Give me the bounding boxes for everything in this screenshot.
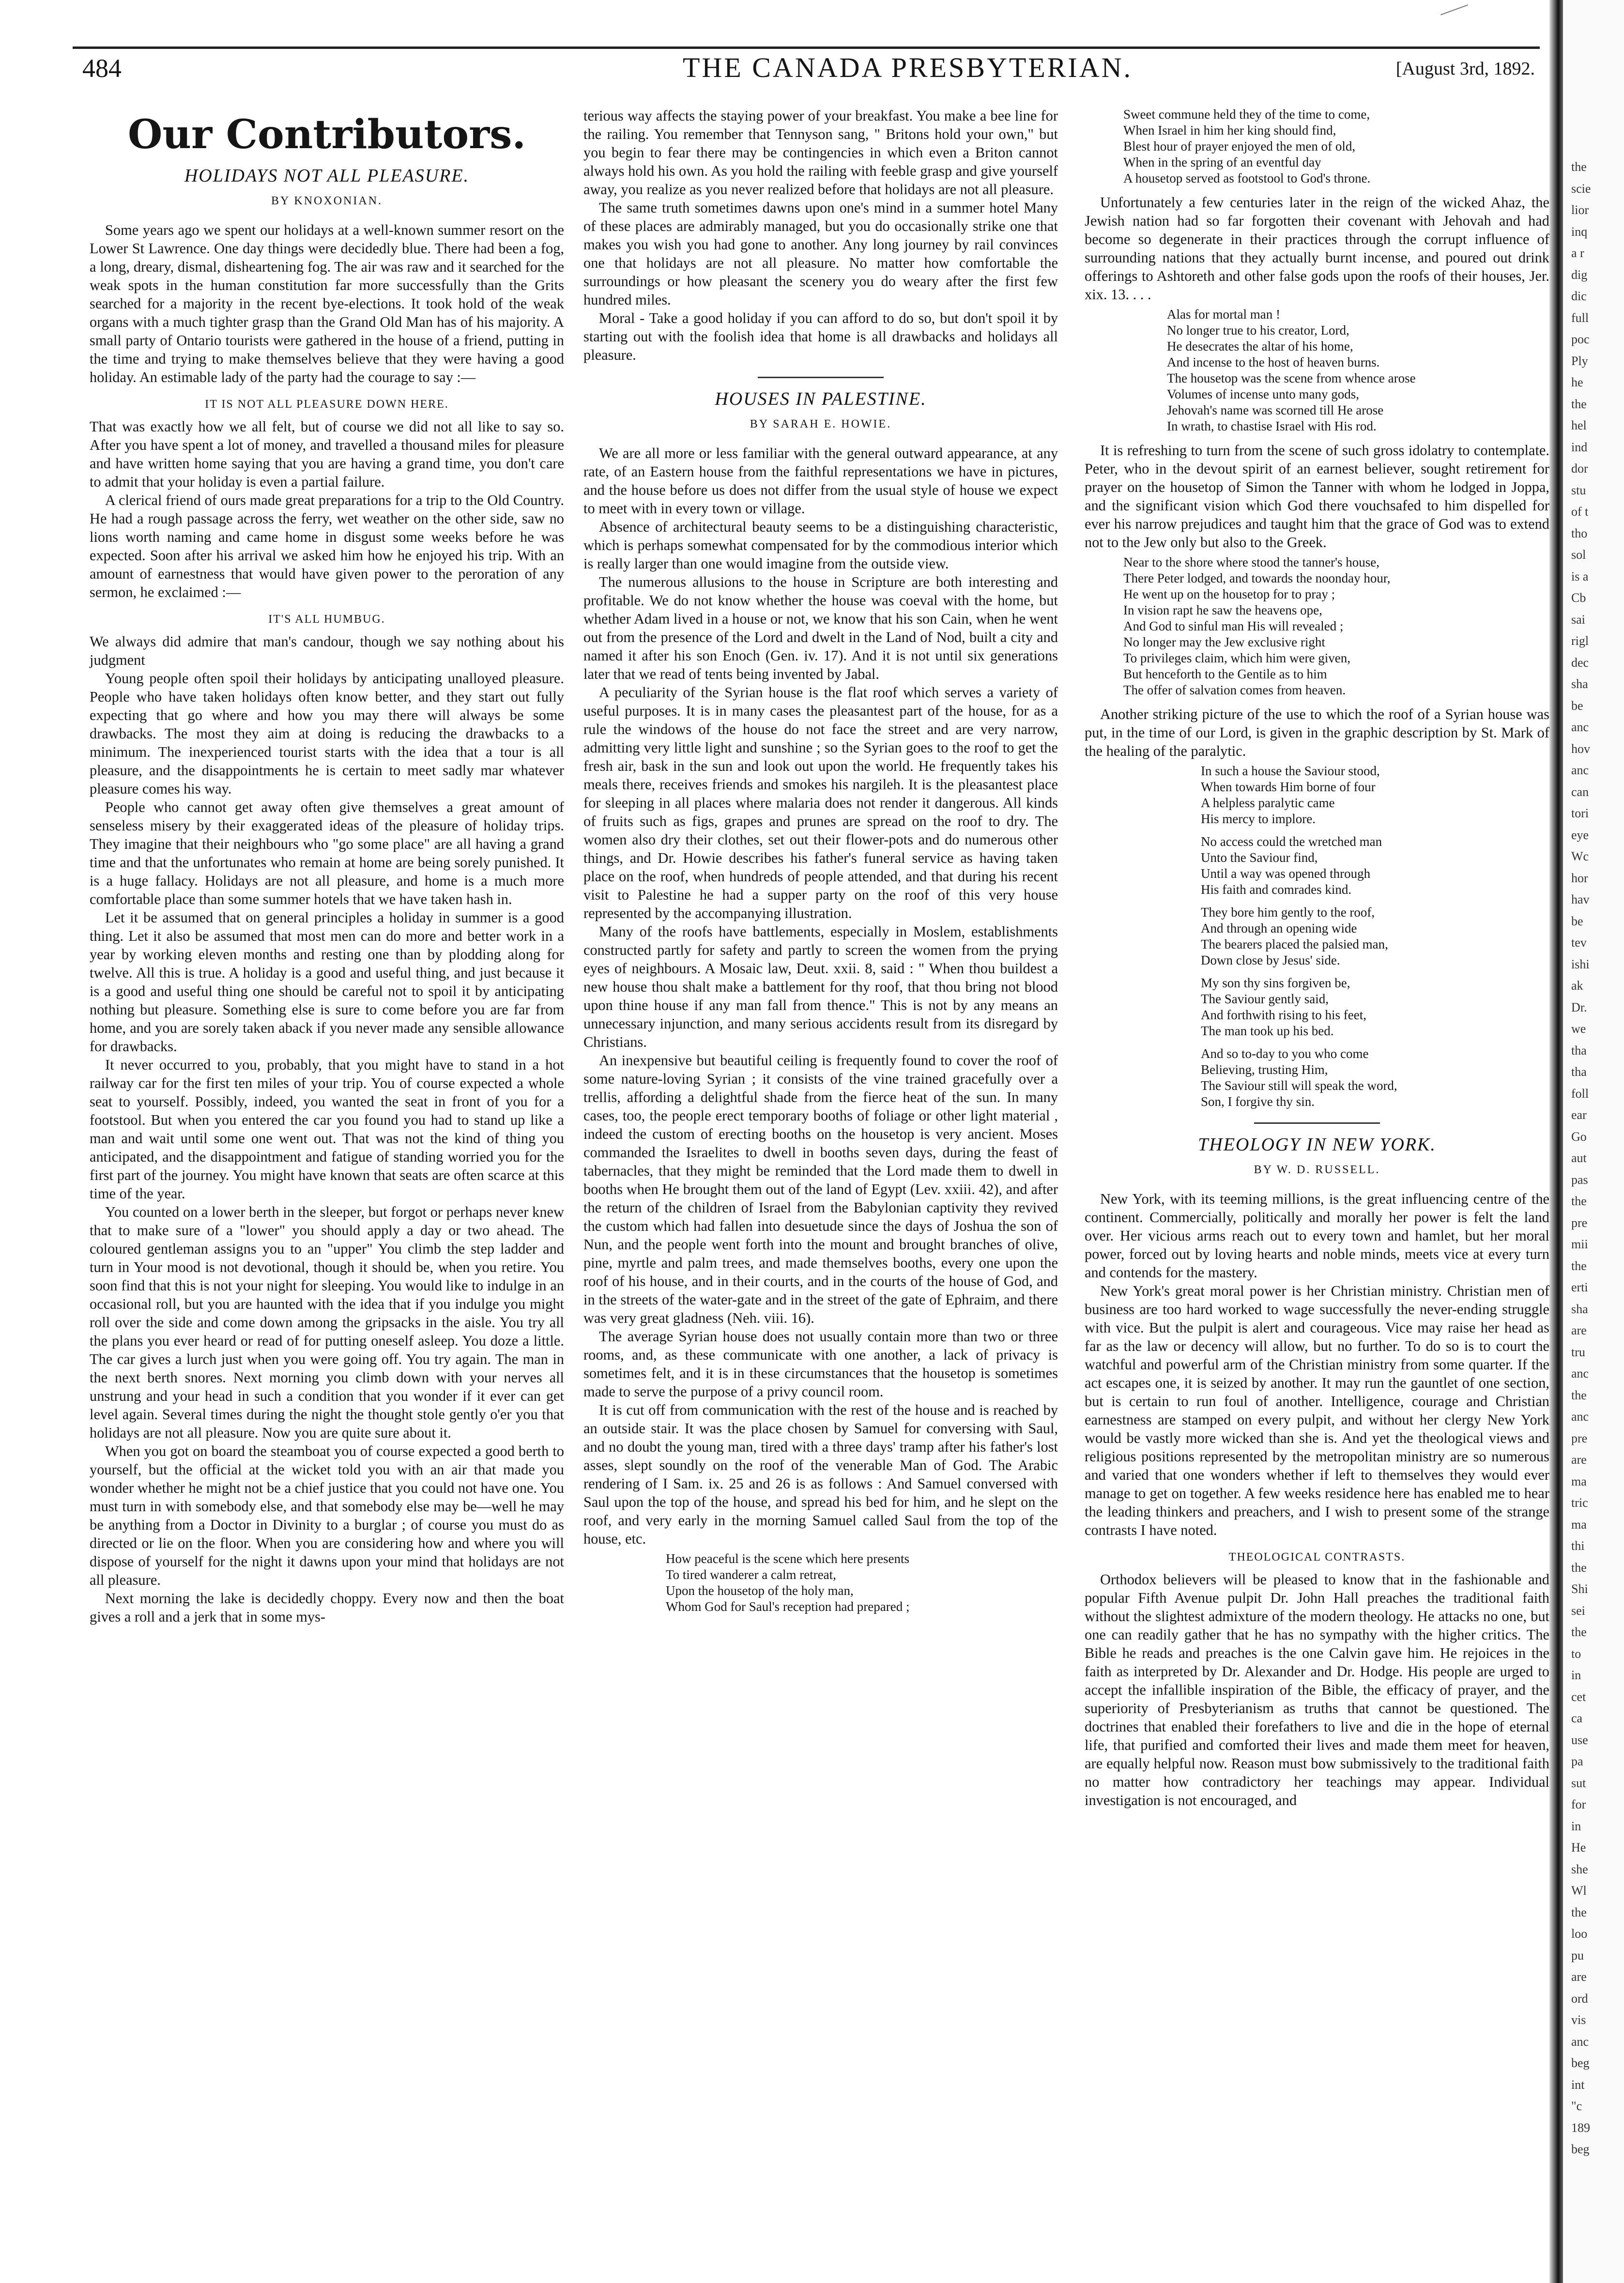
margin-fragment: mii xyxy=(1571,1237,1588,1251)
verse-line: No longer may the Jew exclusive right xyxy=(1123,635,1325,649)
verse-line: Blest hour of prayer enjoyed the men of old, xyxy=(1123,139,1356,153)
margin-fragment: anc xyxy=(1571,720,1589,734)
paragraph: Some years ago we spent our holidays at a well-known summer resort on the Lower St Lawrence. One day things were decidedly blue. There had been a fog, a long, dreary, dismal, disheartening fog. The air was raw and it searched for the weak spots in the human constitution far more successfully than the Grits searched for a majority in the recent bye-elections. It took hold of the weak organs with a much tighter grasp than the Grand Old Man has of his majority. A small party of Ontario tourists were gathered in the house of a friend, putting in the time and trying to make themselves believe that they were having a good holiday. An estimable lady of the party had the courage to say :— xyxy=(90,222,564,385)
paragraph: Young people often spoil their holidays by anticipating unalloyed pleasure. People who have taken holidays often know better, and they start out fully expecting that go where and how you may there will always be some drawbacks. The most they aim at doing is reducing the drawbacks to a minimum. The inexperienced tourist starts with the idea that a tour is all pleasure, and the disappointments he is certain to meet sadly mar whatever pleasure comes his way. xyxy=(90,670,564,797)
margin-fragment: scie xyxy=(1571,181,1591,196)
margin-fragment: foll xyxy=(1571,1086,1589,1101)
section-subhead: THEOLOGICAL CONTRASTS. xyxy=(1228,1551,1406,1563)
paragraph: Absence of architectural beauty seems to be a distinguishing characteristic, which is perhaps somewhat compensated for by the commodious interior which is really larger than one would imagine from the outside view. xyxy=(583,519,1058,572)
margin-fragment: tori xyxy=(1571,806,1589,820)
paragraph: People who cannot get away often give themselves a great amount of senseless misery by their exaggerated ideas of the pleasure of holiday trips. They imagine that their neighbours who "go some place" are all having a grand time and that the unfortunates who remain at home are being sorely punished. It is a huge fallacy. Holidays are not all pleasure, and home is a much more comfortable place than some summer hotels that we have taken hash in. xyxy=(90,799,564,907)
verse-line: A helpless paralytic came xyxy=(1201,796,1335,810)
byline-knoxonian: BY KNOXONIAN. xyxy=(271,195,383,207)
margin-fragment: int xyxy=(1571,2077,1585,2092)
section-banner: Our Contributors. xyxy=(127,111,526,158)
margin-fragment: a r xyxy=(1571,246,1584,260)
margin-fragment: Dr. xyxy=(1571,1000,1587,1014)
margin-fragment: the xyxy=(1571,1194,1587,1208)
margin-fragment: inq xyxy=(1571,224,1588,239)
margin-fragment: are xyxy=(1571,1970,1587,1984)
margin-fragment: can xyxy=(1571,784,1589,799)
margin-fragment: sai xyxy=(1571,612,1585,627)
margin-fragment: the xyxy=(1571,1258,1587,1273)
margin-fragment: be xyxy=(1571,698,1583,713)
margin-fragment: poc xyxy=(1571,332,1590,346)
margin-fragment: for xyxy=(1571,1797,1586,1811)
margin-fragment: full xyxy=(1571,310,1589,325)
paragraph: That was exactly how we all felt, but of course we did not all like to say so. After you have spent a lot of money, and travelled a thousand miles for pleasure and have written home saying that you are having a grand time, you don't care to admit that your holiday is even a partial failure. xyxy=(90,418,564,490)
verse-line: He desecrates the altar of his home, xyxy=(1167,339,1353,353)
margin-fragment: erti xyxy=(1571,1280,1588,1294)
margin-fragment: tev xyxy=(1571,935,1587,950)
margin-fragment: sut xyxy=(1571,1776,1586,1790)
margin-fragment: he xyxy=(1571,375,1583,389)
margin-fragment: tric xyxy=(1571,1496,1588,1510)
verse-line: When Israel in him her king should find, xyxy=(1123,123,1336,138)
newspaper-title: THE CANADA PRESBYTERIAN. xyxy=(683,52,1133,83)
margin-fragment: anc xyxy=(1571,1410,1589,1424)
verse-line: His faith and comrades kind. xyxy=(1201,882,1352,897)
margin-fragment: sei xyxy=(1571,1603,1585,1618)
quote-subhead: IT IS NOT ALL PLEASURE DOWN HERE. xyxy=(205,398,449,411)
margin-fragment: sha xyxy=(1571,1302,1588,1316)
margin-fragment: lior xyxy=(1571,203,1589,217)
verse-line: But henceforth to the Gentile as to him xyxy=(1123,667,1327,681)
verse-line: Son, I forgive thy sin. xyxy=(1201,1094,1315,1109)
margin-fragment: cet xyxy=(1571,1689,1586,1704)
margin-fragment: ear xyxy=(1571,1108,1587,1122)
margin-fragment: 189 xyxy=(1571,2120,1590,2135)
margin-fragment: dec xyxy=(1571,655,1589,670)
verse-line: In such a house the Saviour stood, xyxy=(1201,764,1380,778)
margin-fragment: hov xyxy=(1571,741,1590,756)
margin-fragment: tho xyxy=(1571,526,1588,540)
margin-fragment: sol xyxy=(1571,548,1586,562)
issue-date: [August 3rd, 1892. xyxy=(1395,59,1535,79)
verse-line: Unto the Saviour find, xyxy=(1201,850,1318,865)
verse-line: The housetop was the scene from whence arose xyxy=(1167,371,1416,385)
verse-line xyxy=(1201,1039,1549,1046)
page-header xyxy=(73,53,1535,87)
margin-fragment: Cb xyxy=(1571,591,1586,605)
margin-fragment: the xyxy=(1571,1388,1587,1402)
column-2 xyxy=(583,107,1058,1622)
verse-line: And through an opening wide xyxy=(1201,921,1357,935)
verse-line: No access could the wretched man xyxy=(1201,834,1382,849)
paragraph: When you got on board the steamboat you of course expected a good berth to yourself, but the official at the wicket told you with an air that made you wonder whether he might not be a chief justice that you could not have one. You must turn in with somebody else, and that somebody else may be—well he may be anything from a Doctor in Divinity to a burglar ; of course you must do as directed or lie on the floor. When you are considering how and where you will dispose of yourself for the night it dawns upon your mind that holidays are not all pleasure. xyxy=(90,1443,564,1588)
margin-fragment: the xyxy=(1571,1625,1587,1639)
verse-line: To privileges claim, which him were given, xyxy=(1123,651,1350,665)
verse-line: To tired wanderer a calm retreat, xyxy=(666,1567,836,1582)
margin-fragment: the xyxy=(1571,1905,1587,1919)
verse-line: No longer true to his creator, Lord, xyxy=(1167,323,1349,337)
margin-fragment: rigl xyxy=(1571,634,1589,648)
margin-fragment: pre xyxy=(1571,1215,1588,1230)
paragraph: The same truth sometimes dawns upon one's mind in a summer hotel Many of these places are admirably managed, but you do occasionally strike one that makes you wish you had gone to another. Any long journey by rail convinces one that holidays are not all pleasure. No matter how comfortable the surroundings or how pleasant the scenery you do weary after the first few hundred miles. xyxy=(583,199,1058,308)
margin-fragment: the xyxy=(1571,397,1587,411)
margin-fragment: beg xyxy=(1571,2056,1590,2070)
verse-line: The Saviour gently said, xyxy=(1201,992,1329,1006)
margin-fragment: aut xyxy=(1571,1151,1587,1165)
margin-fragment: dic xyxy=(1571,289,1587,303)
verse-line: Down close by Jesus' side. xyxy=(1201,953,1340,967)
margin-fragment: ma xyxy=(1571,1517,1587,1532)
margin-fragment: in xyxy=(1571,1819,1581,1833)
poem-stanza xyxy=(1085,107,1549,186)
paragraph: Many of the roofs have battlements, especially in Moslem, establishments constructed partly for safety and partly to screen the women from the prying eyes of neighbours. A Mosaic law, Deut. xxii. 8, said : " When thou buildest a new house thou shalt make a battlement for thy roof, that thou bring not blood upon thine house if any man fall from thence." This is not by any means an unnecessary injunction, and many serious accidents result from its disregard by Christians. xyxy=(583,923,1058,1050)
margin-fragment: loo xyxy=(1571,1927,1588,1941)
verse-line: How peaceful is the scene which here presents xyxy=(666,1551,910,1566)
margin-fragment: ak xyxy=(1571,979,1583,993)
paragraph: It is cut off from communication with the rest of the house and is reached by an outside stair. It was the place chosen by Samuel for conversing with Saul, and no doubt the young man, tired with a three days' tramp after his father's lost asses, slept soundly on the roof of the venerable Man of God. The Arabic rendering of I Sam. ix. 25 and 26 is as follows : And Samuel conversed with Saul upon the top of the house, and spread his bed for him, and he slept on the roof, and very early in the morning Samuel called Saul from the top of the house, etc. xyxy=(583,1402,1058,1547)
paragraph: A peculiarity of the Syrian house is the flat roof which serves a variety of useful purposes. It is in many cases the pleasantest part of the house, for as a rule the windows of the house do not face the street and are very narrow, admitting very little light and sunshine ; so the Syrian goes to the roof to get the fresh air, bask in the sun and look out upon the world. He frequently takes his meals there, receives friends and smokes his nargileh. It is the pleasantest place for sleeping in all places where malaria does not render it dangerous. All kinds of fruits such as figs, grapes and prunes are spread on the roof to dry. The women also dry their clothes, set out their flower-pots and do numerous other things, and Dr. Howie describes his father's funeral service as having taken place on the roof, when hundreds of people attended, and that during his recent visit to Palestine he had a supper party on the roof of this very house represented by the accompanying illustration. xyxy=(583,684,1058,921)
verse-line: And forthwith rising to his feet, xyxy=(1201,1008,1366,1022)
margin-fragment: of t xyxy=(1571,505,1589,519)
paragraph: terious way affects the staying power of your breakfast. You make a bee line for the railing. You remember that Tennyson sang, " Britons hold your own," but you begin to fear there may be contingencies in which even a Briton cannot always hold his own. As you hold the railing with feeble grasp and give yourself away, you realize as you never realized before that holidays are not all pleasure. xyxy=(583,107,1058,198)
verse-line: Believing, trusting Him, xyxy=(1201,1062,1328,1077)
poem-stanza xyxy=(1085,554,1549,698)
verse-line: Whom God for Saul's reception had prepared ; xyxy=(666,1599,910,1614)
verse-line: And incense to the host of heaven burns. xyxy=(1167,355,1380,369)
margin-fragment: dor xyxy=(1571,461,1588,475)
page-number: 484 xyxy=(82,54,122,83)
margin-fragment: ma xyxy=(1571,1474,1587,1488)
margin-fragment: ind xyxy=(1571,440,1588,454)
verse-line xyxy=(1201,898,1549,904)
verse-line: Jehovah's name was scorned till He arose xyxy=(1167,403,1384,417)
paragraph: Let it be assumed that on general principles a holiday in summer is a good thing. Let it also be assumed that most men can do more and better work in a year by working eleven months and resting one than by plodding along for twelve. All this is true. A holiday is a good and useful thing, and just because it is a good and useful thing one should be careful not to spoil it by anticipating nothing but pleasure. Something else is sure to come before you are far from home, and you are sorely taken aback if you never made any sensible allowance for drawbacks. xyxy=(90,909,564,1055)
margin-fragment: eye xyxy=(1571,827,1589,842)
margin-fragment: "c xyxy=(1571,2099,1582,2113)
verse-line: The offer of salvation comes from heaven. xyxy=(1123,683,1346,697)
margin-fragment: she xyxy=(1571,1862,1588,1876)
verse-line: When towards Him borne of four xyxy=(1201,780,1376,794)
margin-fragment: thi xyxy=(1571,1539,1585,1553)
margin-fragment: ishi xyxy=(1571,957,1590,971)
header-rule xyxy=(73,46,1540,49)
verse-line: A housetop served as footstool to God's throne. xyxy=(1123,171,1371,185)
article-title-holidays: HOLIDAYS NOT ALL PLEASURE. xyxy=(184,166,470,186)
margin-fragment: in xyxy=(1571,1668,1581,1682)
verse-line: Upon the housetop of the holy man, xyxy=(666,1583,854,1598)
article-title-theology: THEOLOGY IN NEW YORK. xyxy=(1198,1134,1436,1155)
verse-line: And God to sinful man His will revealed ; xyxy=(1123,619,1344,633)
byline-howie: BY SARAH E. HOWIE. xyxy=(750,418,892,430)
verse-line: Near to the shore where stood the tanner's house, xyxy=(1123,555,1379,569)
margin-fragment: hav xyxy=(1571,892,1590,906)
column-3 xyxy=(1085,107,1549,1809)
paragraph: A clerical friend of ours made great preparations for a trip to the Old Country. He had a rough passage across the ferry, wet weather on the other side, saw no lions worth naming and came home in disgust some weeks before he was expected. Soon after his arrival we asked him how he enjoyed his trip. With an amount of earnestness that would have given power to the peroration of any sermon, he exclaimed :— xyxy=(90,492,564,600)
column-1 xyxy=(90,107,564,1626)
margin-fragment: stu xyxy=(1571,483,1586,497)
verse-line: His mercy to implore. xyxy=(1201,812,1316,826)
margin-fragment: pas xyxy=(1571,1172,1588,1187)
paragraph: An inexpensive but beautiful ceiling is frequently found to cover the roof of some nature-loving Syrian ; it consists of the vine trained gracefully over a trellis, affording a delightful shade from the fierce heat of the sun. In many cases, too, the people erect temporary booths of foliage or other light material , indeed the custom of erecting booths on the housetop is very ancient. Moses commanded the Israelites to dwell in booths seven days, during the feast of tabernacles, that they might be reminded that the Lord made them to dwell in booths when He brought them out of the land of Egypt (Lev. xxiii. 42), and after the return of the children of Israel from the Babylonian captivity they revived the custom which had fallen into desuetude since the days of Joshua the son of Nun, and the people went forth into the mount and brought branches of olive, pine, myrtle and palm trees, and made themselves booths, every one upon the roof of his house, and in their courts, and in the courts of the house of God, and in the streets of the water-gate and in the street of the gate of Ephraim, and there was very great gladness (Neh. viii. 16). xyxy=(583,1052,1058,1326)
margin-fragment: Shi xyxy=(1571,1582,1588,1596)
article-divider xyxy=(758,377,884,378)
verse-line: In vision rapt he saw the heavens ope, xyxy=(1123,603,1322,617)
margin-fragment: dig xyxy=(1571,267,1588,282)
margin-fragment: anc xyxy=(1571,763,1589,777)
margin-fragment: tru xyxy=(1571,1345,1585,1359)
paragraph: You counted on a lower berth in the sleeper, but forgot or perhaps never knew that to make sure of a "lower" you should apply a day or two ahead. The coloured gentleman assigns you to an "upper" You climb the step ladder and turn in Your mood is not devotional, though it should be, when you retire. You soon find that this is not your night for sleeping. You would like to indulge in an occasional roll, but you are haunted with the idea that if you indulge you might roll over the side and come down among the gripsacks in the aisle. You try all the plans you ever heard or read of for putting oneself asleep. You doze a little. The car gives a lurch just when you were going off. You try again. The man in the next berth snores. Next morning you climb down with your nerves all unstrung and your head in such a condition that you wonder if it ever can get level again. Several times during the night the thought stole gently o'er you that holidays are not all pleasure. Now you are quite sure about it. xyxy=(90,1204,564,1441)
verse-line: The Saviour still will speak the word, xyxy=(1201,1078,1397,1093)
verse-line: Volumes of incense unto many gods, xyxy=(1167,387,1359,401)
margin-fragment: pre xyxy=(1571,1431,1588,1445)
margin-fragment: is a xyxy=(1571,569,1589,583)
margin-fragment: the xyxy=(1571,1560,1587,1575)
ink-scratch xyxy=(1437,0,1468,15)
paragraph: It never occurred to you, probably, that you might have to stand in a hot railway car for the first ten miles of your trip. You of course expected a whole seat to yourself. Possibly, indeed, you wanted the seat in front of you for a footstool. But when you entered the car you found you had to stand up like a man and wait until some one went out. That was not the kind of thing you anticipated, and the disappointment and fatigue of standing worried you for the first part of the journey. You might have known that seats are often scarce at this time of the year. xyxy=(90,1057,564,1202)
paragraph: Orthodox believers will be pleased to know that in the fashionable and popular Fifth Avenue pulpit Dr. John Hall preaches the traditional faith without the slightest admixture of the modern theology. He attacks no one, but one can readily gather that he has no sympathy with the higher critics. The Bible he reads and preaches is the one Calvin gave him. He rejoices in the faith as interpreted by Dr. Alexander and Dr. Hodge. His people are urged to accept the infallible inspiration of the Bible, the efficacy of prayer, and the superiority of Presbyterianism as truths that cannot be questioned. The doctrines that enabled their forefathers to live and die in the hope of eternal life, that purified and comforted their lives and made them meet for heaven, are equally helpful now. Reason must bow submissively to the traditional faith no matter how contradictory her teachings may appear. Individual investigation is not encouraged, and xyxy=(1085,1571,1549,1808)
page-gutter-shadow xyxy=(1549,0,1564,2283)
margin-fragment: vis xyxy=(1571,2013,1586,2027)
paragraph: We always did admire that man's candour, though we say nothing about his judgment xyxy=(90,633,564,668)
margin-fragment: pa xyxy=(1571,1754,1583,1768)
verse-line: There Peter lodged, and towards the noonday hour, xyxy=(1123,571,1391,585)
paragraph: The average Syrian house does not usually contain more than two or three rooms, and, as these communicate with one another, a lack of privacy is sometimes felt, and it is in these circumstances that the housetop is sometimes made to serve the purpose of a privy council room. xyxy=(583,1328,1058,1400)
margin-fragment: He xyxy=(1571,1840,1586,1854)
margin-fragment: ca xyxy=(1571,1711,1583,1725)
verse-line: He went up on the housetop for to pray ; xyxy=(1123,587,1335,601)
margin-fragment: to xyxy=(1571,1646,1581,1661)
margin-fragment: anc xyxy=(1571,2034,1589,2049)
poem-stanza xyxy=(1085,763,1549,1110)
paragraph: Moral - Take a good holiday if you can afford to do so, but don't spoil it by starting out with the foolish idea that home is all drawbacks and holidays all pleasure. xyxy=(583,310,1058,363)
verse-line: Sweet commune held they of the time to come, xyxy=(1123,107,1370,122)
verse-line xyxy=(1201,827,1549,834)
article-divider xyxy=(1254,1122,1380,1124)
margin-fragment: be xyxy=(1571,914,1583,928)
quote-subhead: IT'S ALL HUMBUG. xyxy=(268,613,385,626)
article-title-houses: HOUSES IN PALESTINE. xyxy=(715,389,927,409)
paragraph: The numerous allusions to the house in Scripture are both interesting and profitable. We do not know whether the house was coeval with the home, but whether Adam lived in a house or not, we know that his son Cain, when he went out from the presence of the Lord and dwelt in the Land of Nod, built a city and named it after his son Enoch (Gen. iv. 17). And it is not until six generations later that we read of tents being invented by Jabal. xyxy=(583,574,1058,682)
verse-line: They bore him gently to the roof, xyxy=(1201,905,1375,919)
paragraph: Another striking picture of the use to which the roof of a Syrian house was put, in the time of our Lord, is given in the graphic description by St. Mark of the healing of the paralytic. xyxy=(1085,706,1549,759)
verse-line: When in the spring of an eventful day xyxy=(1123,155,1321,169)
margin-fragment: tha xyxy=(1571,1065,1587,1079)
verse-line: Until a way was opened through xyxy=(1201,866,1371,881)
poem-stanza xyxy=(1085,306,1549,434)
verse-line xyxy=(1201,968,1549,975)
margin-fragment: beg xyxy=(1571,2142,1590,2156)
margin-fragment: we xyxy=(1571,1022,1586,1036)
margin-fragment: sha xyxy=(1571,677,1588,691)
margin-fragment: Wl xyxy=(1571,1884,1587,1898)
margin-fragment: pu xyxy=(1571,1948,1584,1962)
margin-fragment: Wc xyxy=(1571,849,1589,863)
byline-russell: BY W. D. RUSSELL. xyxy=(1254,1164,1380,1176)
margin-fragment: are xyxy=(1571,1453,1587,1467)
verse-line: My son thy sins forgiven be, xyxy=(1201,976,1350,990)
paragraph: New York's great moral power is her Christian ministry. Christian men of business are too hard worked to wage successfully the never-ending struggle with vice. But the pulpit is alert and courageous. Vice may raise her head as far as the law or decency will allow, but no further. To do so is to court the watchful and powerful arm of the Christian ministry from some quarter. If the act escapes one, it is seized by another. It may run the gauntlet of one section, but is certain to run foul of another. Intelligence, courage and Christian earnestness are stamped on every pulpit, and without her clergy New York would be vastly more wicked than she is. And yet the theological views and religious positions represented by the metropolitan ministry are so numerous and varied that one wonders whether if left to themselves they would ever manage to get on together. A few weeks residence here has enabled me to hear the leading thinkers and preachers, and I wish to present some of the strange contrasts I have noted. xyxy=(1085,1283,1549,1538)
margin-fragment: use xyxy=(1571,1732,1588,1747)
poem-stanza xyxy=(583,1551,1058,1615)
paragraph: New York, with its teeming millions, is the great influencing centre of the continent. Commercially, politically and morally her power is felt the land over. Her vicious arms reach out to every town and hamlet, but her moral power, forced out by loving hearts and noble minds, meets vice at every turn and contends for the mastery. xyxy=(1085,1191,1549,1281)
margin-fragment: hor xyxy=(1571,871,1588,885)
margin-fragment: Go xyxy=(1571,1129,1587,1144)
margin-fragment: Ply xyxy=(1571,353,1588,368)
margin-fragment: tha xyxy=(1571,1043,1587,1057)
paragraph: Next morning the lake is decidedly choppy. Every now and then the boat gives a roll and a jerk that in some mys- xyxy=(90,1590,564,1625)
paragraph: It is refreshing to turn from the scene of such gross idolatry to contemplate. Peter, who in the devout spirit of an earnest believer, sought retirement for prayer on the housetop of Simon the Tanner with whom he lodged in Joppa, and the significant vision which God there vouchsafed to him dispelled for ever his narrow prejudices and taught him that the grace of God was to extend not to the Jew only but also to the Greek. xyxy=(1085,442,1549,551)
verse-line: Alas for mortal man ! xyxy=(1167,307,1280,322)
verse-line: In wrath, to chastise Israel with His rod. xyxy=(1167,419,1377,433)
verse-line: And so to-day to you who come xyxy=(1201,1046,1369,1061)
margin-fragment: anc xyxy=(1571,1366,1589,1380)
margin-fragment: hel xyxy=(1571,418,1587,432)
paragraph: We are all more or less familiar with the general outward appearance, at any rate, of an Eastern house from the faithful representations we have in pictures, and the house before us does not differ from the usual style of house we expect to meet with in every town or village. xyxy=(583,445,1058,517)
paragraph: Unfortunately a few centuries later in the reign of the wicked Ahaz, the Jewish nation had so far forgotten their covenant with Jehovah and had become so degenerate in their practices through the corrupt influence of surrounding nations that they actually burnt incense, and poured out drink offerings to Ashtoreth and other false gods upon the roofs of their houses, Jer. xix. 13. . . . xyxy=(1085,194,1549,303)
verse-line: The man took up his bed. xyxy=(1201,1024,1334,1038)
verse-line: The bearers placed the palsied man, xyxy=(1201,937,1388,951)
margin-fragment: ord xyxy=(1571,1991,1588,2006)
margin-fragment: the xyxy=(1571,160,1587,174)
margin-fragment: are xyxy=(1571,1323,1587,1337)
